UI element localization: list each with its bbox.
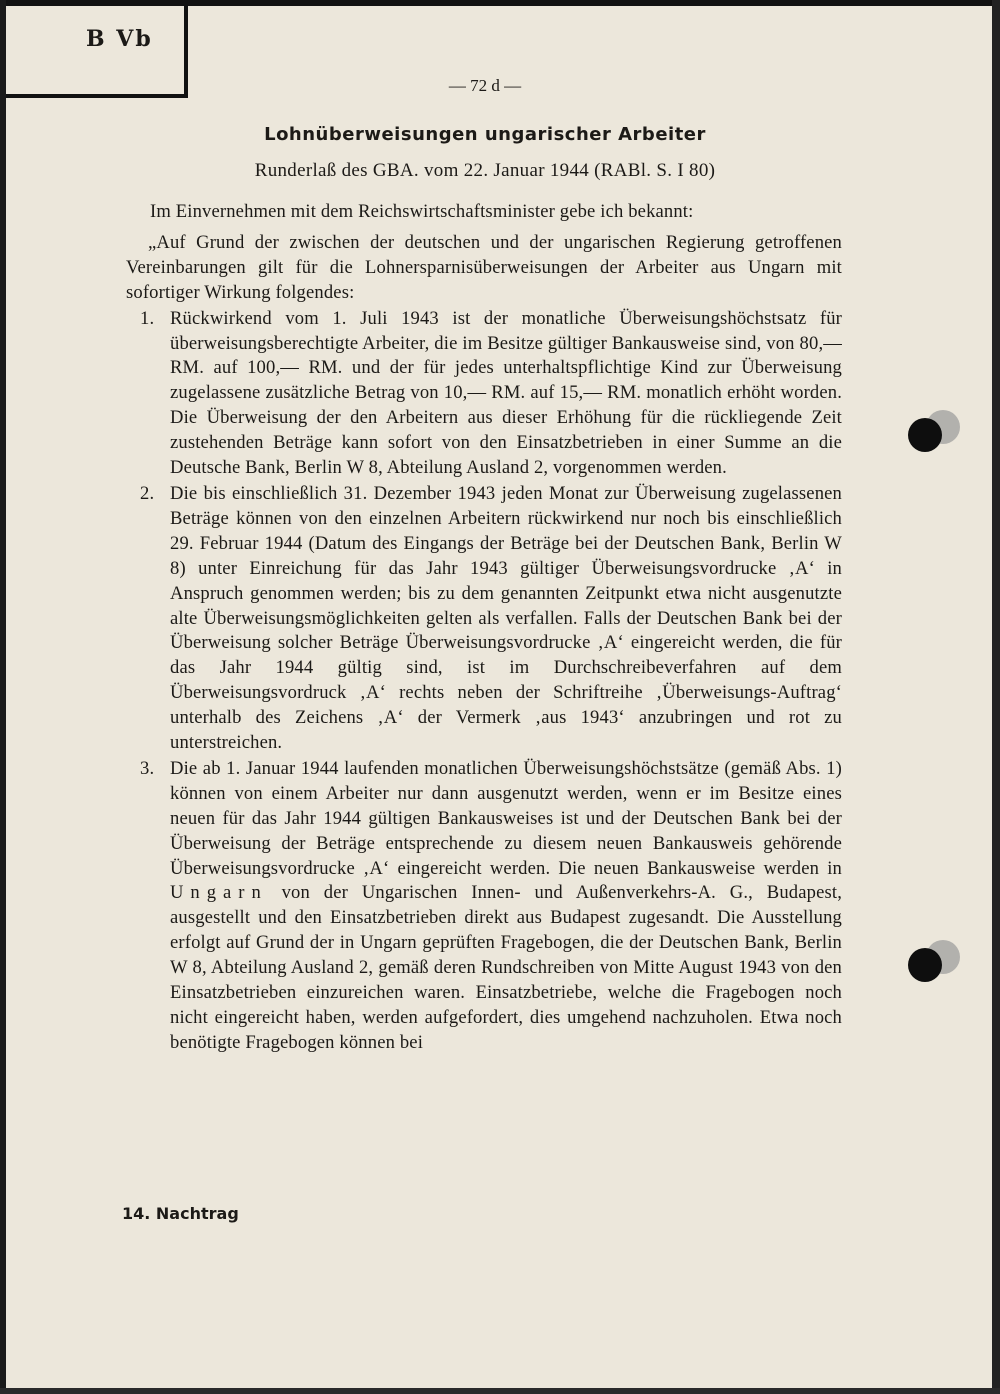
quote-paragraph: „Auf Grund der zwischen der deutschen und der ungarischen Regierung getroffenen Vereinbarungen gilt für die Lohnersparnisüberweisungen der Arbeiter aus Ungarn mit sofortiger Wirkung folgendes: — [126, 231, 842, 303]
page-footer: 14. Nachtrag — [122, 1204, 239, 1223]
document-subtitle: Runderlaß des GBA. vom 22. Januar 1944 (RABl. S. I 80) — [254, 160, 716, 181]
list-item-number: 2. — [140, 482, 155, 504]
punch-hole — [908, 418, 942, 452]
scan-border-left — [0, 0, 6, 1394]
spaced-emphasis-text: Ungarn — [170, 882, 268, 904]
list-item-number: 3. — [140, 757, 155, 779]
list-item — [126, 757, 842, 1056]
list-item-text: von der Ungarischen Innen- und Außenverkehrs-A. G., Budapest, ausgestellt und den Einsatzbetrieben direkt aus Budapest zugesandt. Die Ausstellung erfolgt auf Grund der in Ungarn geprüften Fragebogen, die der Deutschen Bank, Berlin W 8, Abteilung Ausland 2, gemäß deren Rundschreiben von Mitte August 1943 von den Einsatzbetrieben einzureichen waren. Einsatzbetriebe, welche die Fragebogen noch nicht eingereicht haben, werden aufgefordert, dies umgehend nachzuholen. Etwa noch benötigte Fragebogen können bei — [170, 882, 842, 1053]
scan-border-right — [992, 0, 1000, 1394]
section-tag: B Vb — [86, 26, 153, 52]
intro-paragraph: Im Einvernehmen mit dem Reichswirtschaftsminister gebe ich bekannt: — [150, 201, 694, 222]
punch-hole — [908, 948, 942, 982]
list-item-text: Die bis einschließlich 31. Dezember 1943 jeden Monat zur Überweisung zugelassenen Beträge können von den einzelnen Arbeitern rückwirkend nur noch bis einschließlich 29. Februar 1944 (Datum des Eingangs der Beträge bei der Deutschen Bank, Berlin W 8) unter Einreichung für das Jahr 1943 gültiger Überweisungsvordrucke ‚A‘ in Anspruch genommen werden; bis zu dem genannten Zeitpunkt etwa nicht ausgenutzte alte Überweisungsmöglichkeiten gelten als verfallen. Falls der Deutschen Bank bei der Überweisung solcher Beträge Überweisungsvordrucke ‚A‘ eingereicht werden, die für das Jahr 1944 gültig sind, ist im Durchschreibeverfahren auf dem Überweisungsvordruck ‚A‘ rechts neben der Schriftreihe ‚Überweisungs-Auftrag‘ unterhalb des Zeichens ‚A‘ der Vermerk ‚aus 1943‘ anzubringen und rot zu unterstreichen. — [170, 482, 842, 754]
list-item — [126, 482, 842, 756]
list-item-number: 1. — [140, 307, 155, 329]
page-number: — 72 d — — [448, 76, 522, 95]
list-item-text: Die ab 1. Januar 1944 laufenden monatlichen Überweisungshöchstsätze (gemäß Abs. 1) können von einem Arbeiter nur dann ausgenutzt werden, wenn er im Besitze eines neuen für das Jahr 1944 gültigen Bankausweises ist und der Deutschen Bank bei der Überweisung der Beträge entsprechende zu diesem neuen Bankausweis gehörende Überweisungsvordrucke ‚A‘ eingereicht werden. Die neuen Bankausweise werden in — [170, 757, 842, 879]
list-item-text: Rückwirkend vom 1. Juli 1943 ist der monatliche Überweisungshöchstsatz für überweisungsberechtigte Arbeiter, die im Besitze gültiger Bankausweise sind, von 80,— RM. auf 100,— RM. und der für jedes unterhaltspflichtige Kind zur Überweisung zugelassene zusätzliche Betrag von 10,— RM. auf 15,— RM. monatlich erhöht worden. Die Überweisung der den Arbeitern aus dieser Erhöhung für die rückliegende Zeit zustehenden Beträge kann sofort von den Einsatzbetrieben in einer Summe an die Deutsche Bank, Berlin W 8, Abteilung Ausland 2, vorgenommen werden. — [170, 307, 842, 479]
document-body — [126, 200, 842, 1056]
list-item — [126, 307, 842, 481]
scan-border-bottom — [0, 1388, 1000, 1394]
document-title: Lohnüberweisungen ungarischer Arbeiter — [264, 124, 706, 145]
